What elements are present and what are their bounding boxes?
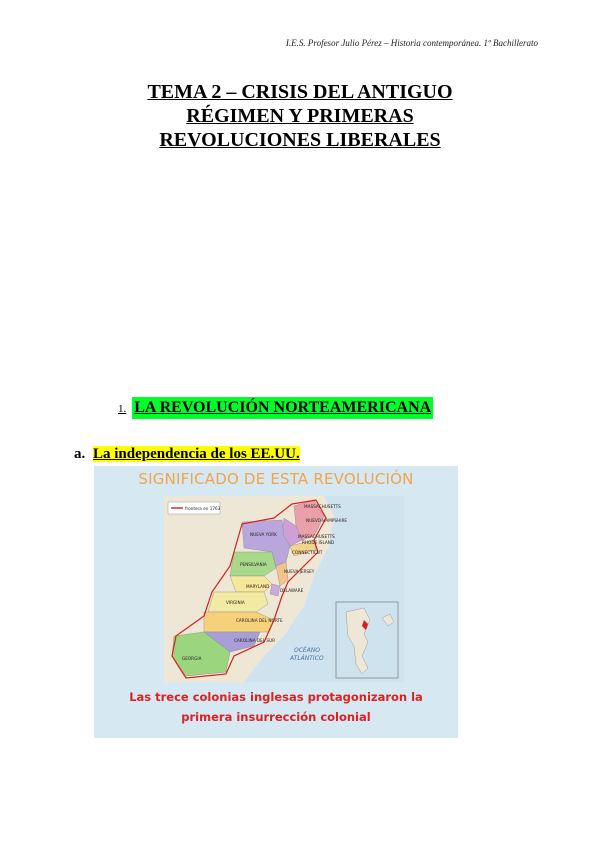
colony-label: CONNECTICUT — [292, 550, 323, 555]
colony-label: MARYLAND — [246, 584, 270, 589]
section-heading — [118, 397, 433, 419]
ocean-label: OCÉANO — [294, 647, 321, 654]
title-line-3: REVOLUCIONES LIBERALES — [159, 129, 441, 151]
subsection-letter: a. — [74, 446, 86, 462]
ocean-label: ATLÁNTICO — [290, 655, 324, 662]
subsection-label: La independencia de los EE.UU. — [93, 446, 300, 462]
embedded-slide-image — [94, 466, 458, 738]
colony-label: VIRGINIA — [226, 600, 245, 605]
colony-label: NUEVA YORK — [250, 532, 277, 537]
caption-line-2: primera insurrección colonial — [181, 710, 371, 724]
subsection-heading — [74, 446, 300, 463]
title-line-1: TEMA 2 – CRISIS DEL ANTIGUO — [147, 81, 453, 103]
title-line-2: RÉGIMEN Y PRIMERAS — [186, 105, 414, 127]
slide-caption — [94, 687, 458, 727]
colony-label: RHODE ISLAND — [302, 540, 335, 545]
colony-label: NUEVO HAMPSHIRE — [306, 518, 348, 523]
colony-label: MASSACHUSETTS — [304, 504, 341, 509]
colony-label: PENSILVANIA — [240, 562, 267, 567]
section-label: LA REVOLUCIÓN NORTEAMERICANA — [132, 397, 433, 419]
page-header: I.E.S. Profesor Julio Pérez – Historia contemporánea. 1º Bachillerato — [285, 38, 538, 48]
section-number: 1. — [118, 403, 127, 415]
colony-label: GEORGIA — [182, 656, 202, 661]
colony-label: DELAWARE — [280, 588, 304, 593]
colony-label: CAROLINA DEL SUR — [234, 638, 276, 643]
colony-label: CAROLINA DEL NORTE — [236, 618, 283, 623]
thirteen-colonies-map — [164, 496, 404, 682]
slide-title: SIGNIFICADO DE ESTA REVOLUCIÓN — [138, 470, 414, 488]
colony-label: MASSACHUSETTS — [298, 534, 335, 539]
page-title — [0, 80, 600, 152]
colony-label: NUEVA JERSEY — [284, 569, 315, 574]
caption-line-1: Las trece colonias inglesas protagonizaron la — [129, 690, 423, 704]
map-legend: frontera en 1763 — [185, 506, 221, 511]
